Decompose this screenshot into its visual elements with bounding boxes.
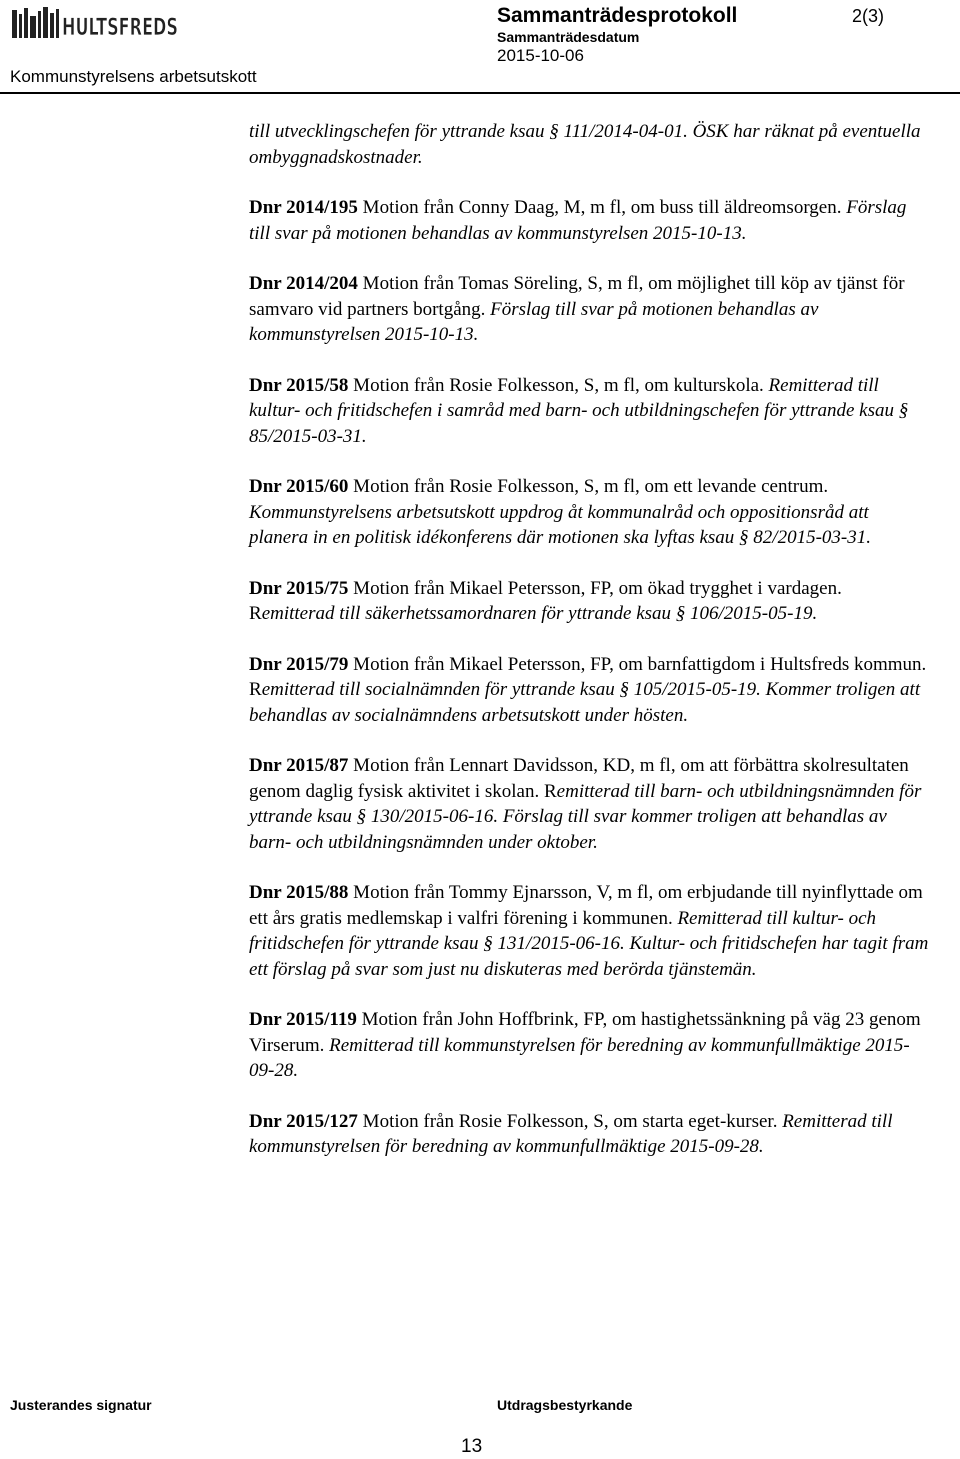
motion-paragraph [249, 271, 929, 348]
motion-status: Förslag till svar på motionen behandlas av kommunstyrelsen 2015-10-13. [249, 197, 907, 244]
motion-text: Motion från Conny Daag, M, m fl, om buss till äldreomsorgen. [357, 197, 847, 218]
signature-label: Justerandes signatur [10, 1397, 152, 1413]
motion-paragraph [249, 753, 929, 855]
motion-status: emitterad till barn- och utbildningsnämnden för yttrande ksau § 130/2015-06-16. Förslag till svar kommer troligen att behandlas av barn- och utbildningsnämnden under oktober. [249, 780, 922, 853]
motion-text: Motion från Rosie Folkesson, S, om starta eget-kurser. [357, 1110, 783, 1132]
dnr-number: Dnr 2015/79 [249, 653, 349, 675]
motion-paragraph [249, 1109, 929, 1160]
dnr-number: Dnr 2014/204 [249, 273, 358, 294]
motion-text: Motion från Rosie Folkesson, S, m fl, om kulturskola. [348, 374, 769, 396]
motion-paragraph [249, 195, 929, 246]
document-body [249, 119, 929, 1185]
dnr-number: Dnr 2015/60 [249, 476, 349, 497]
motion-text: Motion från Tomas Söreling, S, m fl, om möjlighet till köp av tjänst för samvaro vid partners bortgång. [249, 273, 905, 320]
motion-paragraph [249, 1007, 929, 1084]
municipality-logo [10, 4, 180, 42]
motion-text: Motion från Lennart Davidsson, KD, m fl, om att förbättra skolresultaten genom daglig fysisk aktivitet i skolan. R [249, 755, 909, 802]
motion-status: Förslag till svar på motionen behandlas av kommunstyrelsen 2015-10-13. [249, 298, 819, 345]
document-title: Sammanträdesprotokoll [497, 4, 738, 27]
motion-paragraph [249, 652, 929, 729]
meeting-date: 2015-10-06 [497, 46, 584, 65]
dnr-number: Dnr 2015/58 [249, 374, 349, 396]
extract-label: Utdragsbestyrkande [497, 1397, 633, 1413]
logo-text: HULTSFREDS [62, 13, 178, 41]
motion-paragraph [249, 373, 929, 450]
motion-status: Remitterad till kultur- och fritidschefen för yttrande ksau § 131/2015-06-16. Kultur- och fritidschefen har tagit fram ett förslag på svar som just nu diskuteras med berörda tjänstemän. [249, 907, 929, 980]
motion-paragraph [249, 880, 929, 982]
dnr-number: Dnr 2015/88 [249, 882, 349, 903]
motion-paragraph [249, 474, 929, 551]
motion-status: emitterad till socialnämnden för yttrande ksau § 105/2015-05-19. Kommer troligen att behandlas av socialnämndens arbetsutskott under hösten. [249, 679, 921, 726]
motion-text: Motion från Mikael Petersson, FP, om ökad trygghet i vardagen. R [249, 577, 842, 624]
motion-status: emitterad till säkerhetssamordnaren för yttrande ksau § 106/2015-05-19. [261, 603, 818, 624]
motion-text: Motion från Mikael Petersson, FP, om barnfattigdom i Hultsfreds kommun. R [249, 653, 927, 700]
paragraph-continuation [249, 119, 929, 170]
dnr-number: Dnr 2015/75 [249, 577, 349, 599]
motion-text: Motion från Rosie Folkesson, S, m fl, om ett levande centrum. [348, 476, 829, 497]
header-divider [0, 92, 960, 94]
organization-name: Kommunstyrelsens arbetsutskott [10, 67, 257, 86]
motion-status: Remitterad till kommunstyrelsen för beredning av kommunfullmäktige 2015-09-28. [249, 1034, 910, 1081]
date-label: Sammanträdesdatum [497, 29, 640, 45]
motion-paragraph [249, 576, 929, 627]
dnr-number: Dnr 2015/119 [249, 1009, 357, 1030]
motion-status: Remitterad till kultur- och fritidschefen i samråd med barn- och utbildningschefen för yttrande ksau § 85/2015-03-31. [249, 374, 909, 447]
motion-status: Remitterad till kommunstyrelsen för beredning av kommunfullmäktige 2015-09-28. [249, 1110, 893, 1157]
motion-status: Kommunstyrelsens arbetsutskott uppdrog åt kommunalråd och oppositionsråd att planera in en politisk idékonferens där motionen ska lyftas ksau § 82/2015-03-31. [249, 501, 871, 548]
dnr-number: Dnr 2015/127 [249, 1110, 358, 1132]
page-indicator: 2(3) [852, 6, 885, 26]
motion-text: Motion från John Hoffbrink, FP, om hastighetssänkning på väg 23 genom Virserum. [249, 1009, 921, 1056]
page-number: 13 [461, 1436, 483, 1457]
paragraph-italic: till utvecklingschefen för yttrande ksau § 111/2014-04-01. ÖSK har räknat på eventuella ombyggnadskostnader. [249, 121, 921, 168]
dnr-number: Dnr 2015/87 [249, 755, 349, 776]
motion-text: Motion från Tommy Ejnarsson, V, m fl, om erbjudande till nyinflyttade om ett års gratis medlemskap i valfri förening i kommunen. [249, 882, 923, 929]
dnr-number: Dnr 2014/195 [249, 197, 358, 218]
